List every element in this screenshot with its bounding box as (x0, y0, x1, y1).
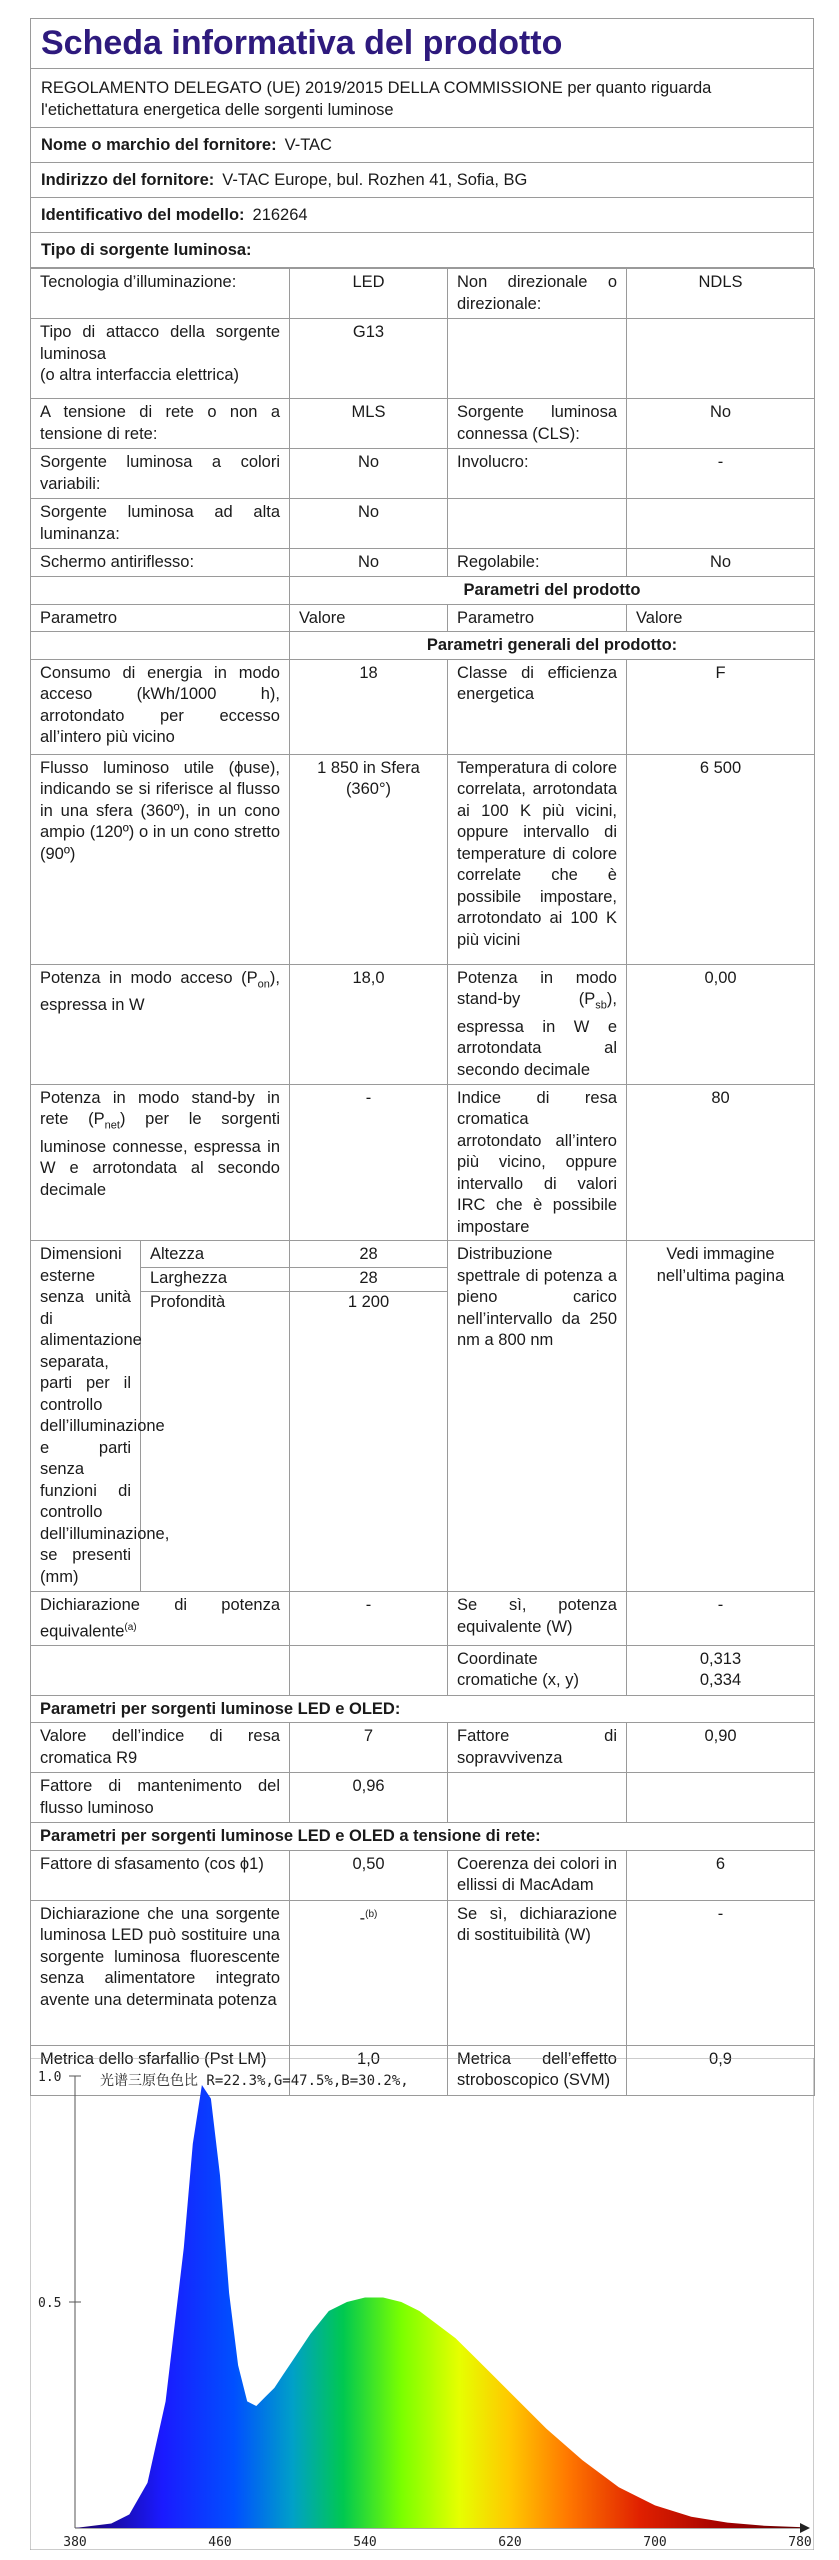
depth-value: 1 200 (347, 1293, 390, 1311)
page-title: Scheda informativa del prodotto (30, 18, 814, 68)
pon-label-a: Potenza in modo acceso (P (40, 968, 258, 987)
table-row (31, 1592, 815, 1646)
cap-type-note: (o altra interfaccia elettrica) (40, 366, 239, 384)
source-type-row (30, 233, 814, 268)
empty-cell (448, 1773, 627, 1823)
directional-value: NDLS (627, 269, 815, 319)
table-row (31, 964, 815, 1084)
x-tick-label: 460 (208, 2535, 232, 2550)
cap-type-label: Tipo di attacco della sorgente luminosa (40, 323, 280, 363)
cri-label: Indice di resa cromatica arrotondato all’intero più vicino, oppure intervallo di valori IRC che è possibile impostare (448, 1084, 627, 1241)
empty-cell (448, 319, 627, 399)
directional-label: Non direzionale o direzionale: (448, 269, 627, 319)
empty-cell (31, 576, 290, 604)
table-row (31, 449, 815, 499)
dims-subrows (141, 1241, 289, 1591)
dimmable-value: No (627, 549, 815, 577)
section-product-params: Parametri del prodotto (290, 576, 815, 604)
x-tick-label: 380 (63, 2535, 87, 2550)
table-row (31, 1695, 815, 1723)
envelope-value: - (627, 449, 815, 499)
equiv-cell (31, 1592, 290, 1646)
pnet-value: - (290, 1084, 448, 1241)
energy-value: 18 (290, 659, 448, 754)
macadam-label: Coerenza dei colori in ellissi di MacAdam (448, 1850, 627, 1900)
table-row (31, 1241, 815, 1592)
pon-label-b: ), espressa in W (40, 968, 280, 1015)
supplier-name-row (30, 128, 814, 163)
table-row (31, 319, 815, 399)
col-header-value2: Valore (627, 604, 815, 632)
replace-value: - (359, 1909, 366, 1927)
phase-label: Fattore di sfasamento (cos ϕ1) (31, 1850, 290, 1900)
empty-cell (290, 1645, 448, 1695)
table-row (31, 399, 815, 449)
cri-value: 80 (627, 1084, 815, 1241)
spd-label: Distribuzione spettrale di potenza a pieno carico nell’intervallo da 250 nm a 800 nm (448, 1241, 627, 1592)
r9-label: Valore dell’indice di resa cromatica R9 (31, 1723, 290, 1773)
x-tick-label: 700 (643, 2535, 667, 2550)
replace-cell (290, 1900, 448, 2045)
tech-label: Tecnologia d’illuminazione: (31, 269, 290, 319)
col-header-value: Valore (290, 604, 448, 632)
supplier-name-label: Nome o marchio del fornitore: (41, 135, 277, 154)
flicker-label: Metrica dello sfarfallio (Pst LM) (31, 2045, 290, 2095)
dims-label: Dimensioni esterne senza unità di alimentazione separata, parti per il controllo dell’illuminazione e parti senza funzioni di controllo dell’illuminazione, se presenti (mm) (31, 1241, 141, 1591)
cap-type-value: G13 (290, 319, 448, 399)
empty-cell (448, 499, 627, 549)
flux-value: 1 850 in Sfera (360°) (290, 754, 448, 964)
psb-label-b: ), espressa in W e arrotondata al secondo decimale (457, 990, 617, 1079)
model-id-label: Identificativo del modello: (41, 205, 245, 224)
supplier-name-value: V-TAC (284, 135, 332, 154)
psb-sub: sb (595, 999, 607, 1012)
empty-cell (627, 319, 815, 399)
table-header-row (31, 604, 815, 632)
phase-value: 0,50 (290, 1850, 448, 1900)
table-row (31, 1723, 815, 1773)
section-led-oled: Parametri per sorgenti luminose LED e OLED: (31, 1695, 815, 1723)
equiv-value: - (290, 1592, 448, 1646)
section-led-oled-mains: Parametri per sorgenti luminose LED e OLED a tensione di rete: (31, 1823, 815, 1851)
table-row (31, 1645, 815, 1695)
section-general-params: Parametri generali del prodotto: (290, 632, 815, 660)
cap-type-cell (31, 319, 290, 399)
table-row (31, 1773, 815, 1823)
product-table (30, 268, 815, 2096)
energy-label: Consumo di energia in modo acceso (kWh/1000 h), arrotondato per eccesso all’intero più vicino (31, 659, 290, 754)
envelope-label: Involucro: (448, 449, 627, 499)
y-tick-label: 1.0 (38, 2070, 62, 2085)
r9-value: 7 (290, 1723, 448, 1773)
supplier-address-label: Indirizzo del fornitore: (41, 170, 215, 189)
cls-label: Sorgente luminosa connessa (CLS): (448, 399, 627, 449)
psb-label-a: Potenza in modo stand-by (P (457, 968, 617, 1008)
depth-label: Profondità (150, 1293, 226, 1311)
pnet-label-a: Potenza in modo stand-by in rete (P (40, 1088, 280, 1128)
replace-w-value: - (627, 1900, 815, 2045)
table-row (31, 1823, 815, 1851)
chroma-y: 0,334 (699, 1671, 742, 1689)
chroma-label: Coordinate cromatiche (x, y) (448, 1645, 627, 1695)
chart-title: 光谱三原色色比 R=22.3%,G=47.5%,B=30.2%, (100, 2073, 409, 2089)
table-row (31, 1084, 815, 1241)
table-row (31, 576, 815, 604)
replace-sup: (b) (365, 1908, 378, 1920)
table-row (31, 499, 815, 549)
strobe-value: 0,9 (627, 2045, 815, 2095)
survival-value: 0,90 (627, 1723, 815, 1773)
antiglare-label: Schermo antiriflesso: (31, 549, 290, 577)
cct-label: Temperatura di colore correlata, arrotondata ai 100 K più vicini, oppure intervallo di temperature di colore correlate che è possibile impostare, arrotondato ai 100 K più vicini (448, 754, 627, 964)
equiv-w-value: - (627, 1592, 815, 1646)
pnet-label-b: ) per le sorgenti luminose connesse, espressa in W e arrotondata al secondo decimale (40, 1110, 280, 1199)
psb-cell (448, 964, 627, 1084)
empty-cell (627, 1773, 815, 1823)
dims-values-cell (290, 1241, 448, 1592)
chroma-cell (627, 1645, 815, 1695)
table-row (31, 659, 815, 754)
mains-label: A tensione di rete o non a tensione di rete: (31, 399, 290, 449)
flicker-value: 1,0 (290, 2045, 448, 2095)
supplier-address-value: V-TAC Europe, bul. Rozhen 41, Sofia, BG (222, 170, 528, 189)
table-row (31, 632, 815, 660)
spd-value: Vedi immagine nell’ultima pagina (627, 1241, 815, 1592)
equiv-sup: (a) (124, 1621, 137, 1633)
x-tick-label: 540 (353, 2535, 377, 2550)
cct-value: 6 500 (627, 754, 815, 964)
color-tunable-value: No (290, 449, 448, 499)
table-row (31, 1850, 815, 1900)
empty-cell (31, 632, 290, 660)
model-id-row (30, 198, 814, 233)
table-row (31, 754, 815, 964)
flux-label: Flusso luminoso utile (ϕuse), indicando se si riferisce al flusso in una sfera (360º), in un cono ampio (120º) o in un cono stretto (90º) (31, 754, 290, 964)
pon-cell (31, 964, 290, 1084)
regulation-text: REGOLAMENTO DELEGATO (UE) 2019/2015 DELLA COMMISSIONE per quanto riguarda l'etichettatura energetica delle sorgenti luminose (30, 68, 814, 128)
width-value: 28 (290, 1268, 447, 1292)
x-tick-label: 620 (498, 2535, 522, 2550)
table-row (31, 1900, 815, 2045)
color-tunable-label: Sorgente luminosa a colori variabili: (31, 449, 290, 499)
table-row (31, 269, 815, 319)
high-luminance-value: No (290, 499, 448, 549)
x-axis-arrow-icon (800, 2523, 810, 2533)
macadam-value: 6 (627, 1850, 815, 1900)
col-header-param2: Parametro (448, 604, 627, 632)
replace-label: Dichiarazione che una sorgente luminosa LED può sostituire una sorgente luminosa fluorescente senza alimentatore integrato avente una determinata potenza (31, 1900, 290, 2045)
high-luminance-label: Sorgente luminosa ad alta luminanza: (31, 499, 290, 549)
spectrum-chart (30, 2058, 814, 2550)
antiglare-value: No (290, 549, 448, 577)
source-type-label: Tipo di sorgente luminosa: (41, 240, 252, 259)
spectrum-area (75, 2085, 800, 2528)
x-tick-label: 780 (788, 2535, 812, 2550)
supplier-address-row (30, 163, 814, 198)
maint-label: Fattore di mantenimento del flusso luminoso (31, 1773, 290, 1823)
pnet-sub: net (104, 1119, 120, 1132)
psb-value: 0,00 (627, 964, 815, 1084)
replace-w-label: Se sì, dichiarazione di sostituibilità (W) (448, 1900, 627, 2045)
mains-value: MLS (290, 399, 448, 449)
model-id-value: 216264 (252, 205, 308, 224)
width-label: Larghezza (141, 1268, 289, 1292)
empty-cell (31, 1645, 290, 1695)
table-row (31, 549, 815, 577)
maint-value: 0,96 (290, 1773, 448, 1823)
dims-cell (31, 1241, 290, 1592)
pon-sub: on (257, 977, 270, 990)
dimmable-label: Regolabile: (448, 549, 627, 577)
x-ticks (63, 2535, 811, 2550)
efficiency-value: F (627, 659, 815, 754)
pnet-cell (31, 1084, 290, 1241)
empty-cell (627, 499, 815, 549)
height-value: 28 (290, 1244, 447, 1268)
strobe-label: Metrica dell’effetto stroboscopico (SVM) (448, 2045, 627, 2095)
pon-value: 18,0 (290, 964, 448, 1084)
col-header-param: Parametro (31, 604, 290, 632)
chroma-x: 0,313 (699, 1649, 742, 1668)
efficiency-label: Classe di efficienza energetica (448, 659, 627, 754)
height-label: Altezza (141, 1244, 289, 1268)
survival-label: Fattore di sopravvivenza (448, 1723, 627, 1773)
equiv-label: Dichiarazione di potenza equivalente (40, 1596, 280, 1640)
tech-value: LED (290, 269, 448, 319)
y-tick-label: 0.5 (38, 2296, 62, 2311)
equiv-w-label: Se sì, potenza equivalente (W) (448, 1592, 627, 1646)
product-sheet (30, 18, 814, 2096)
cls-value: No (627, 399, 815, 449)
